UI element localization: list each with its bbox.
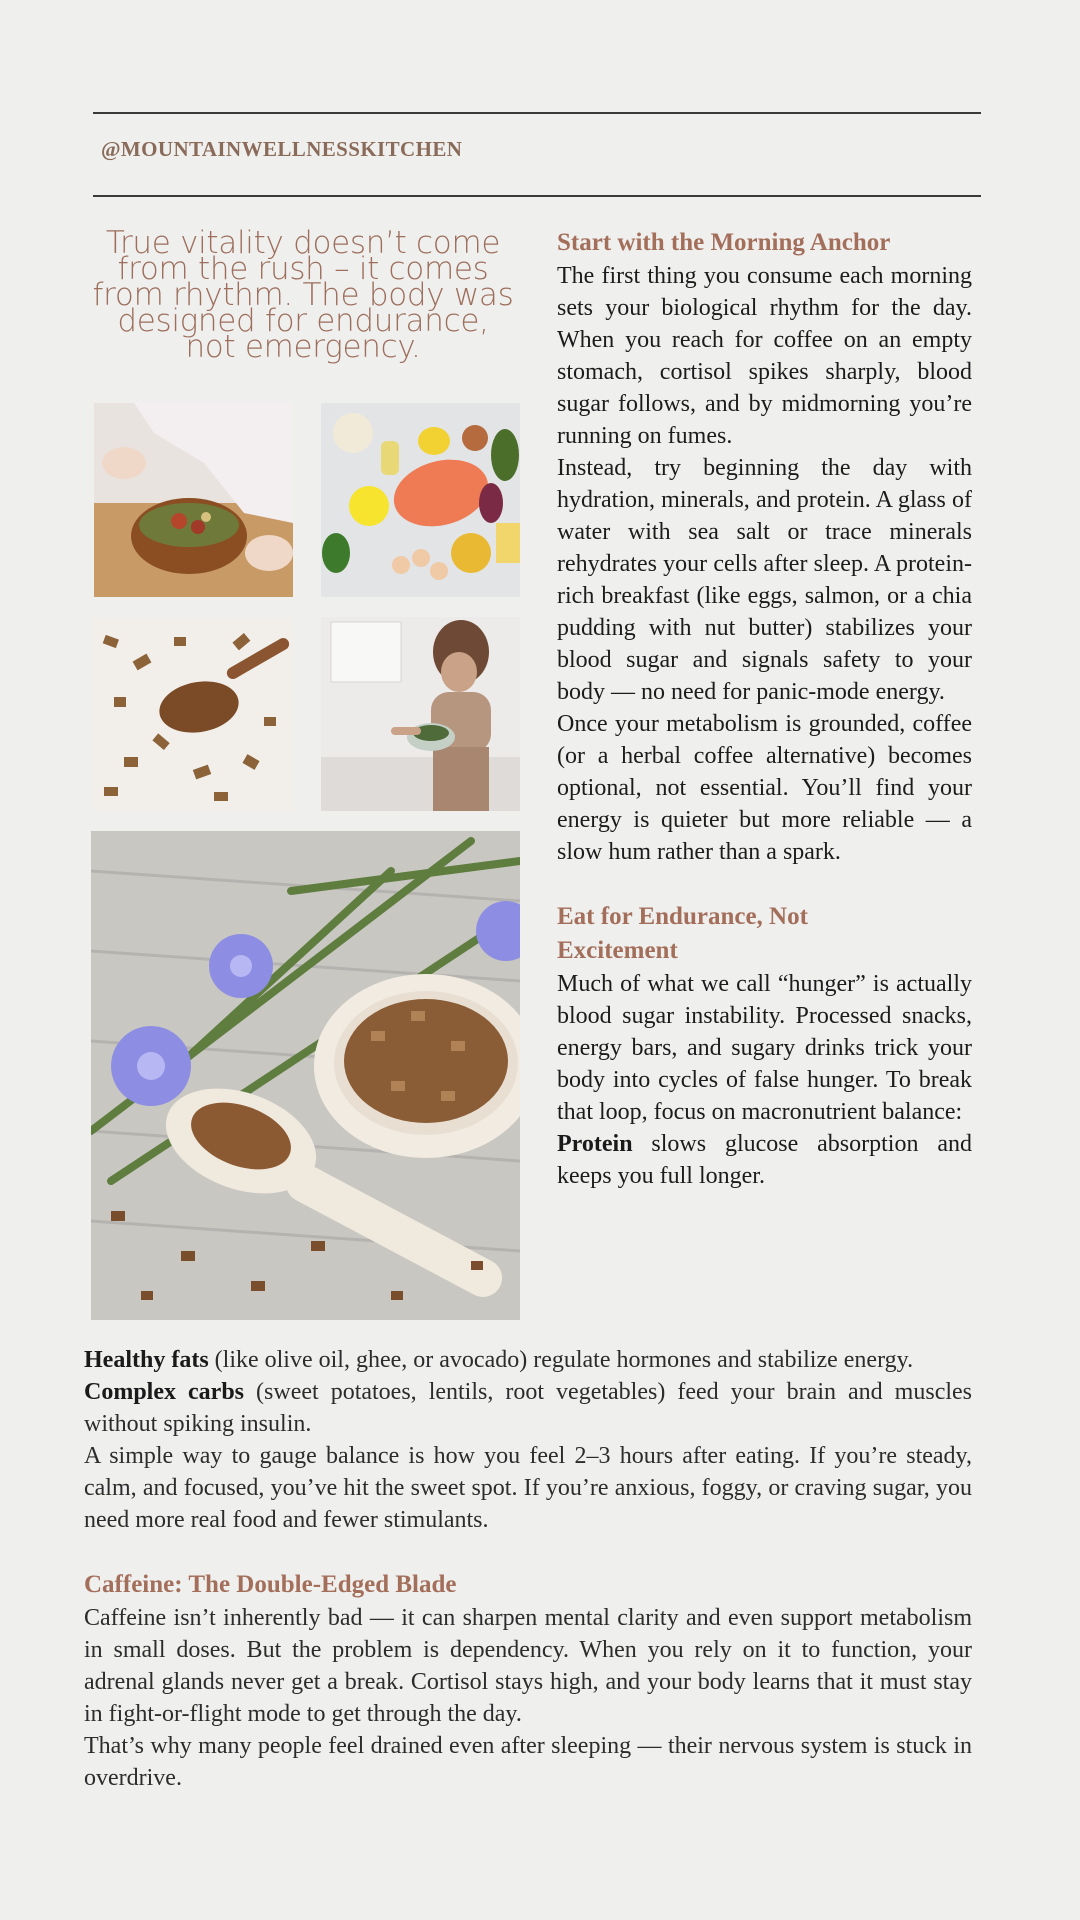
pull-quote: True vitality doesn’t come from the rush – it comes from rhythm. The body was designed for endurance, not emergency. [92, 225, 514, 365]
fats-text: (like olive oil, ghee, or avocado) regulate hormones and stabilize energy. [208, 1347, 914, 1373]
paragraph: That’s why many people feel drained even after sleeping — their nervous system is stuck in overdrive. [84, 1733, 972, 1791]
carbs-paragraph [84, 1376, 972, 1440]
paragraph: Much of what we call “hunger” is actually blood sugar instability. Processed snacks, energy bars, and sugary drinks trick your body into cycles of false hunger. To break that loop, focus on macronutrient balance: [557, 971, 972, 1125]
fats-paragraph [84, 1344, 972, 1376]
top-divider [93, 112, 981, 114]
protein-label: Protein [557, 1131, 633, 1157]
paragraph: Instead, try beginning the day with hydration, minerals, and protein. A glass of water with sea salt or trace minerals rehydrates your cells after sleep. A protein-rich breakfast (like eggs, salmon, or a chia pudding with nut butter) stabilizes your blood sugar and signals safety to your body — no need for panic-mode energy. [557, 455, 972, 705]
paragraph: Once your metabolism is grounded, coffee (or a herbal coffee alternative) becomes optional, not essential. You’ll find your energy is quieter but more reliable — a slow hum rather than a spark. [557, 711, 972, 865]
paragraph: A simple way to gauge balance is how you feel 2–3 hours after eating. If you’re steady, calm, and focused, you’ve hit the sweet spot. If you’re anxious, foggy, or craving sugar, you need more real food and fewer stimulants. [84, 1443, 972, 1533]
fats-label: Healthy fats [84, 1347, 209, 1373]
section-heading-endurance: Eat for Endurance, Not Excitement [557, 903, 808, 964]
protein-text: slows glucose absorption and keeps you full longer. [557, 1131, 972, 1189]
dried-chicory-root-photo [94, 617, 293, 811]
full-width-text [84, 1344, 972, 1794]
header-divider [93, 195, 981, 197]
protein-paragraph [557, 1128, 972, 1192]
carbs-text: (sweet potatoes, lentils, root vegetables) feed your brain and muscles without spiking insulin. [84, 1379, 973, 1437]
food-flatlay-photo [321, 403, 520, 597]
account-handle: @MOUNTAINWELLNESSKITCHEN [101, 137, 463, 161]
carbs-label: Complex carbs [84, 1379, 245, 1405]
right-column [557, 226, 972, 1192]
chicory-flowers-and-root-photo [91, 831, 520, 1320]
salad-bowl-photo [94, 403, 293, 597]
woman-with-salad-photo [321, 617, 520, 811]
paragraph: Caffeine isn’t inherently bad — it can sharpen mental clarity and even support metabolism in small doses. But the problem is dependency. When you rely on it to function, your adrenal glands never get a break. Cortisol stays high, and your body learns that it must stay in fight-or-flight mode to get through the day. [84, 1605, 972, 1727]
section-heading-morning-anchor: Start with the Morning Anchor [557, 229, 891, 256]
paragraph: The first thing you consume each morning sets your biological rhythm for the day. When you reach for coffee on an empty stomach, cortisol spikes sharply, blood sugar follows, and by midmorning you’re running on fumes. [557, 263, 972, 449]
section-heading-caffeine: Caffeine: The Double-Edged Blade [84, 1571, 457, 1598]
